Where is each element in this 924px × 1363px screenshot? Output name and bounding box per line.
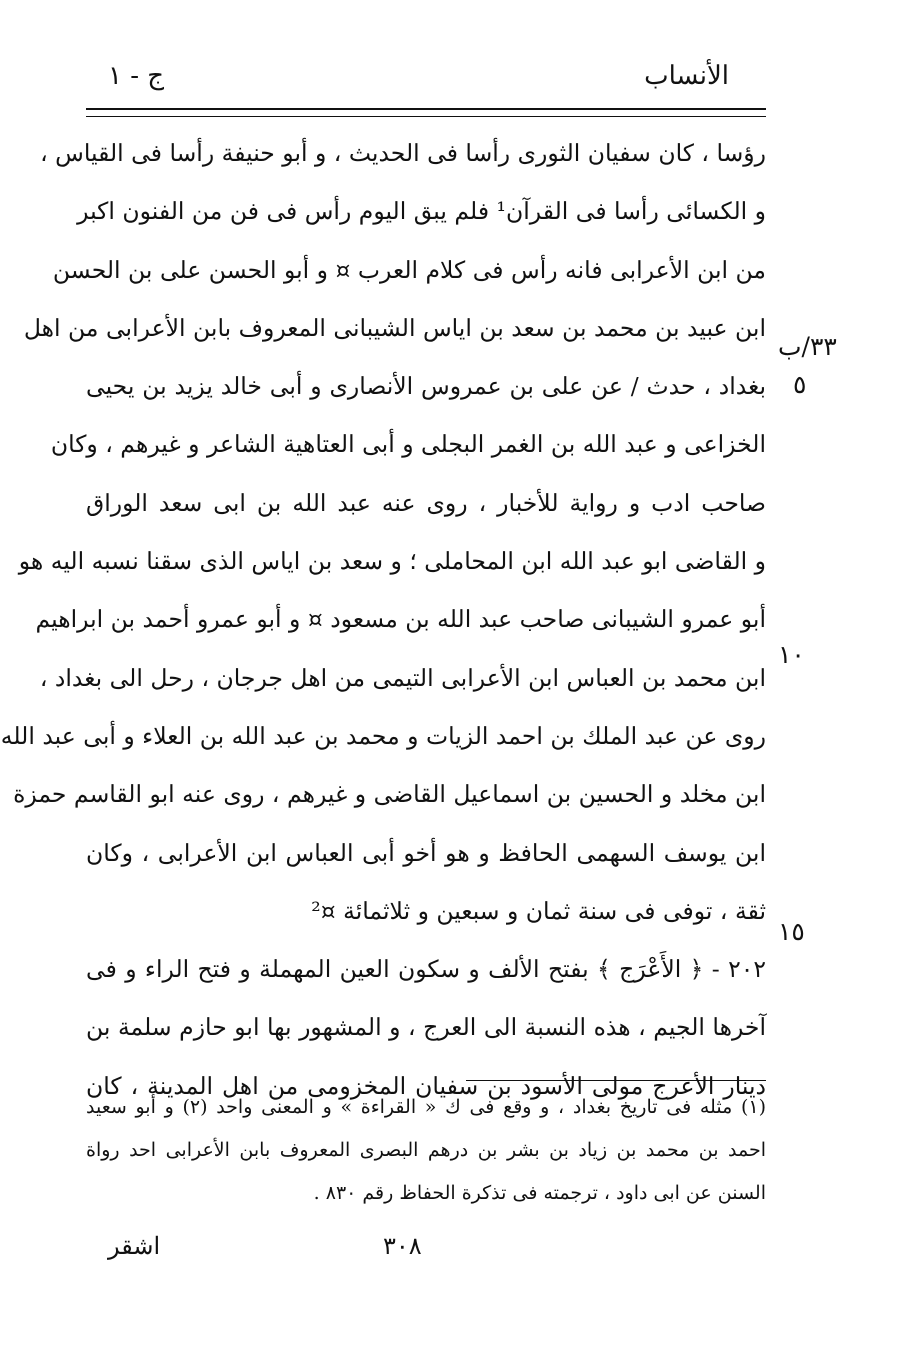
text-line: دينار الأعرج مولى الأسود بن سفيان المخزومى من اهل المدينة ، كان: [86, 1071, 766, 1100]
entry-heading-line: ٢٠٢ - ﴿ الأَعْرَج ﴾ بفتح الألف و سكون العين المهملة و فتح الراء و فى: [86, 955, 766, 984]
text-line: ابن عبيد بن محمد بن سعد بن اياس الشيبانى المعروف بابن الأعرابى من اهل: [23, 313, 766, 342]
text-line: و الكسائى رأسا فى القرآن¹ فلم يبق اليوم رأس فى فن من الفنون اكبر: [77, 197, 766, 226]
text-line-paragraph-end: ثقة ، توفى فى سنة ثمان و سبعين و ثلاثمائة ¤²: [311, 896, 766, 925]
header-rule-thin: [86, 116, 766, 117]
footnotes: [86, 1086, 766, 1215]
text-line: بغداد ، حدث / عن على بن عمروس الأنصارى و أبى خالد يزيد بن يحيى: [86, 372, 766, 401]
main-text: [0, 124, 766, 1115]
text-line: أبو عمرو الشيبانى صاحب عبد الله بن مسعود ¤ و أبو عمرو أحمد بن ابراهيم: [35, 605, 766, 634]
margin-line-number-10: ١٠: [778, 640, 805, 669]
footnote-line: السنن عن ابى داود ، ترجمته فى تذكرة الحفاظ رقم ٨٣٠ .: [313, 1182, 766, 1204]
text-line: صاحب ادب و رواية للأخبار ، روى عنه عبد الله بن ابى سعد الوراق: [86, 488, 766, 517]
text-line: الخزاعى و عبد الله بن الغمر البجلى و أبى العتاهية الشاعر و غيرهم ، وكان: [50, 430, 766, 459]
margin-folio-marker: ٣٣/ب: [778, 332, 837, 361]
running-title: الأنساب: [644, 61, 729, 91]
text-line: ابن مخلد و الحسين بن اسماعيل القاضى و غيرهم ، روى عنه ابو القاسم حمزة: [13, 780, 766, 809]
page-number: ٣٠٨: [383, 1232, 422, 1260]
text-line: من ابن الأعرابى فانه رأس فى كلام العرب ¤ و أبو الحسن على بن الحسن: [52, 255, 766, 284]
text-line: ابن يوسف السهمى الحافظ و هو أخو أبى العباس ابن الأعرابى ، وكان: [86, 838, 766, 867]
volume-label: ج - ١: [108, 61, 165, 91]
footnote-separator: [466, 1080, 766, 1081]
text-line: روى عن عبد الملك بن احمد الزيات و محمد بن عبد الله بن العلاء و أبى عبد الله: [0, 721, 766, 750]
footnote-line: احمد بن محمد بن زياد بن بشر بن درهم البصرى المعروف بابن الأعرابى احد رواة: [86, 1139, 766, 1161]
text-line: و القاضى ابو عبد الله ابن المحاملى ؛ و سعد بن اياس الذى سقنا نسبه اليه هو: [18, 547, 766, 576]
text-line: رؤسا ، كان سفيان الثورى رأسا فى الحديث ، و أبو حنيفة رأسا فى القياس ،: [40, 139, 766, 167]
header-rule-thick: [86, 108, 766, 110]
margin-line-number-5: ٥: [793, 370, 807, 399]
margin-line-number-15: ١٥: [778, 917, 805, 946]
text-line: ابن محمد بن العباس ابن الأعرابى التيمى من اهل جرجان ، رحل الى بغداد ،: [39, 663, 766, 692]
footnote-line: (١) مثله فى تاريخ بغداد ، و وقع فى ك « القراءة » و المعنى واحد (٢) و أبو سعيد: [86, 1096, 766, 1118]
text-line: آخرها الجيم ، هذه النسبة الى العرج ، و المشهور بها ابو حازم سلمة بن: [86, 1013, 766, 1042]
signature-mark: اشقر: [108, 1232, 161, 1260]
